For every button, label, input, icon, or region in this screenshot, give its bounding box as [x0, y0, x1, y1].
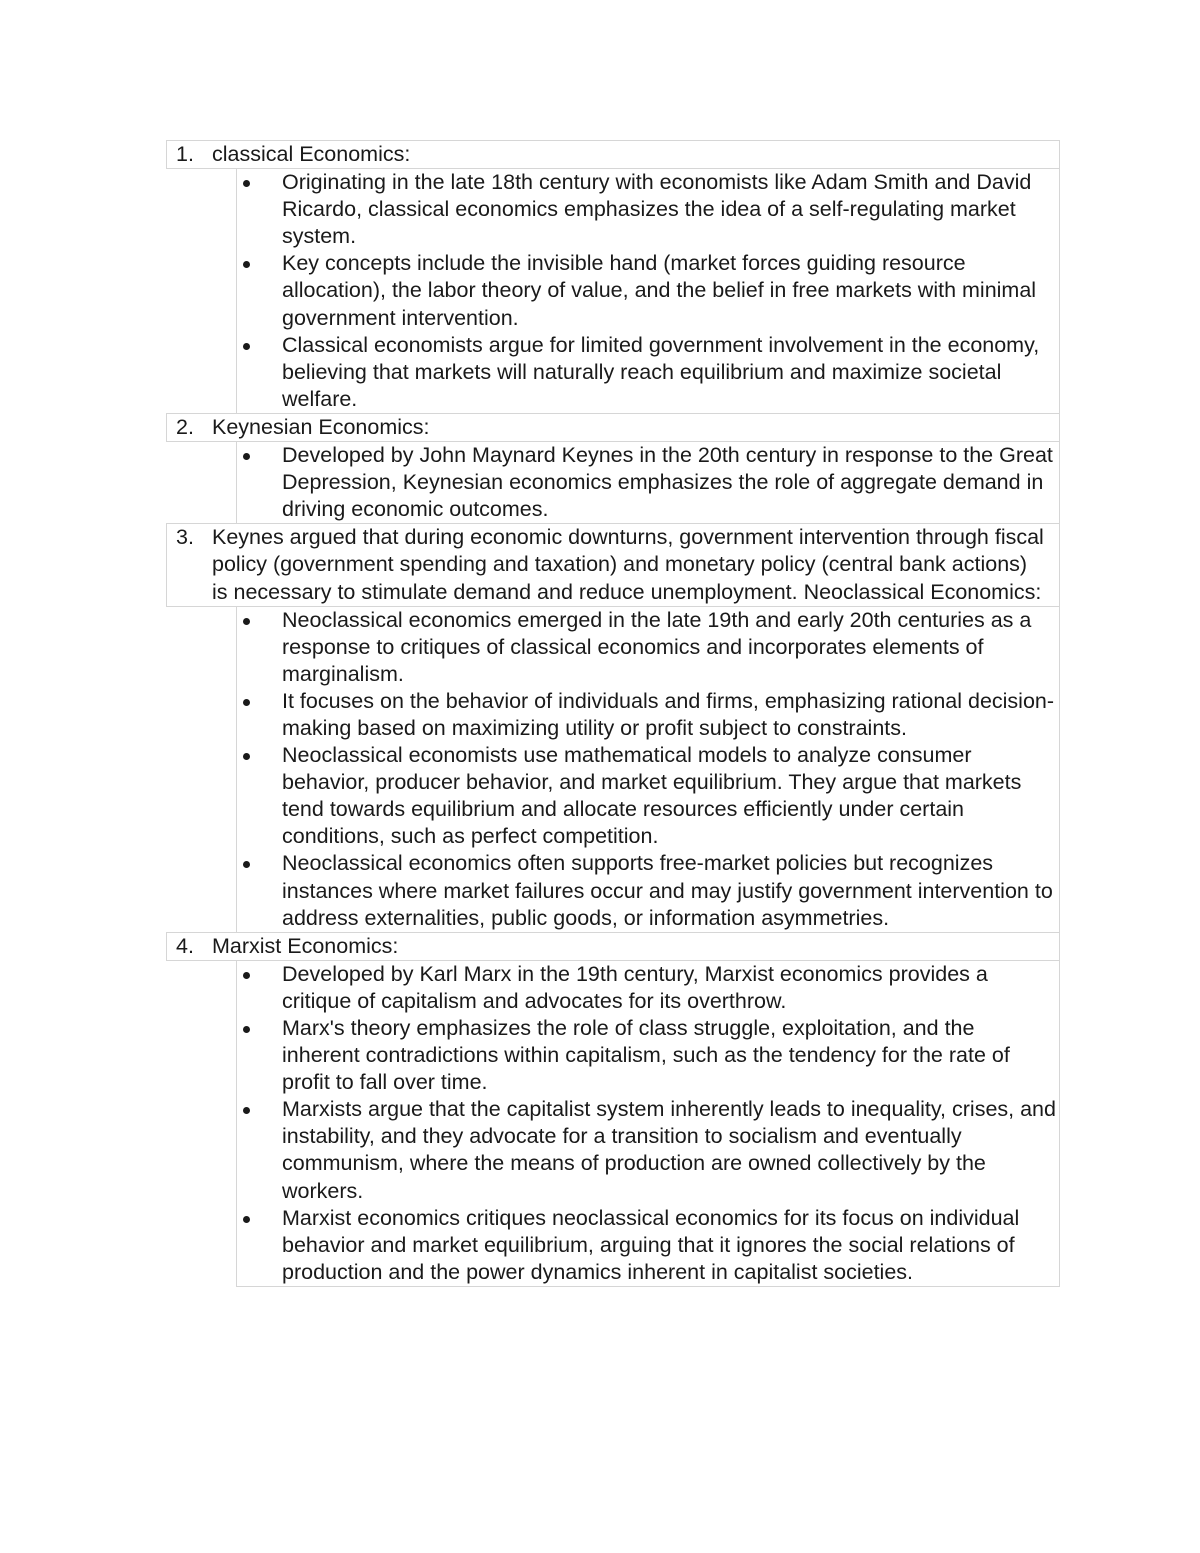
- bullet-text: Key concepts include the invisible hand (market forces guiding resource allocation), the labor theory of value, and the belief in free markets with minimal government intervention.: [282, 251, 1037, 330]
- bullet-text: Developed by John Maynard Keynes in the 20th century in response to the Great Depression, Keynesian economics emphasizes the role of aggregate demand in driving economic outcomes.: [282, 443, 1053, 522]
- bullet-icon: [243, 180, 250, 187]
- list-item: [282, 1015, 1057, 1096]
- bullet-icon: [243, 861, 250, 868]
- section-heading-row: [166, 140, 1060, 169]
- section-heading: Marxist Economics:: [212, 933, 399, 958]
- list-number: 1.: [176, 142, 194, 166]
- section-heading: Keynesian Economics:: [212, 414, 430, 439]
- list-number: 4.: [176, 933, 194, 958]
- list-item: [282, 1096, 1057, 1204]
- bullet-text: Neoclassical economists use mathematical models to analyze consumer behavior, producer behavior, and market equilibrium. They argue that markets tend towards equilibrium and allocate resources efficiently under certain conditions, such as perfect competition.: [282, 743, 1022, 849]
- bullet-text: Originating in the late 18th century with economists like Adam Smith and David Ricardo, classical economics emphasizes the idea of a self-regulating market system.: [282, 170, 1032, 249]
- list-item: [282, 250, 1057, 331]
- list-item: [282, 607, 1057, 688]
- bullet-text: Classical economists argue for limited government involvement in the economy, believing that markets will naturally reach equilibrium and maximize societal welfare.: [282, 332, 1040, 411]
- bullet-icon: [243, 1107, 250, 1114]
- list-item: [282, 688, 1057, 742]
- bullet-icon: [243, 699, 250, 706]
- list-item: [282, 1205, 1057, 1286]
- list-item: [282, 442, 1057, 523]
- list-number: 2.: [176, 414, 194, 439]
- bullet-text: Neoclassical economics emerged in the late 19th and early 20th centuries as a response to critiques of classical economics and incorporates elements of marginalism.: [282, 607, 1032, 686]
- list-item: [282, 332, 1057, 413]
- section-heading: Keynes argued that during economic downturns, government intervention through fiscal policy (government spending and taxation) and monetary policy (central bank actions) is necessary to stimulate demand and reduce unemployment. Neoclassical Economics:: [212, 525, 1044, 604]
- bullet-text: Marxist economics critiques neoclassical economics for its focus on individual behavior and market equilibrium, arguing that it ignores the social relations of production and the power dynamics inherent in capitalist societies.: [282, 1205, 1020, 1284]
- bullet-list: [236, 168, 1060, 414]
- bullet-icon: [243, 343, 250, 350]
- bullet-text: Neoclassical economics often supports free-market policies but recognizes instances where market failures occur and may justify government intervention to address externalities, public goods, or information asymmetries.: [282, 851, 1053, 930]
- section-heading-row: [166, 932, 1060, 961]
- bullet-icon: [243, 972, 250, 979]
- bullet-icon: [243, 1026, 250, 1033]
- section-heading-row: [166, 413, 1060, 442]
- bullet-icon: [243, 618, 250, 625]
- bullet-text: Marx's theory emphasizes the role of class struggle, exploitation, and the inherent contradictions within capitalism, such as the tendency for the rate of profit to fall over time.: [282, 1016, 1010, 1095]
- list-item: [282, 742, 1057, 850]
- list-item: [282, 961, 1057, 1015]
- document-body: [166, 141, 1060, 1287]
- list-number: 3.: [176, 525, 194, 550]
- bullet-icon: [243, 753, 250, 760]
- bullet-text: It focuses on the behavior of individuals and firms, emphasizing rational decision-making based on maximizing utility or profit subject to constraints.: [282, 688, 1055, 740]
- section-heading-row: [166, 523, 1060, 606]
- bullet-list: [236, 606, 1060, 933]
- bullet-text: Marxists argue that the capitalist system inherently leads to inequality, crises, and instability, and they advocate for a transition to socialism and eventually communism, where the means of production are owned collectively by the workers.: [282, 1097, 1056, 1203]
- bullet-text: Developed by Karl Marx in the 19th century, Marxist economics provides a critique of capitalism and advocates for its overthrow.: [282, 961, 988, 1013]
- bullet-list: [236, 441, 1060, 524]
- list-item: [282, 850, 1057, 931]
- bullet-list: [236, 960, 1060, 1287]
- section-heading: classical Economics:: [212, 142, 411, 166]
- list-item: [282, 169, 1057, 250]
- bullet-icon: [243, 1216, 250, 1223]
- bullet-icon: [243, 261, 250, 268]
- bullet-icon: [243, 453, 250, 460]
